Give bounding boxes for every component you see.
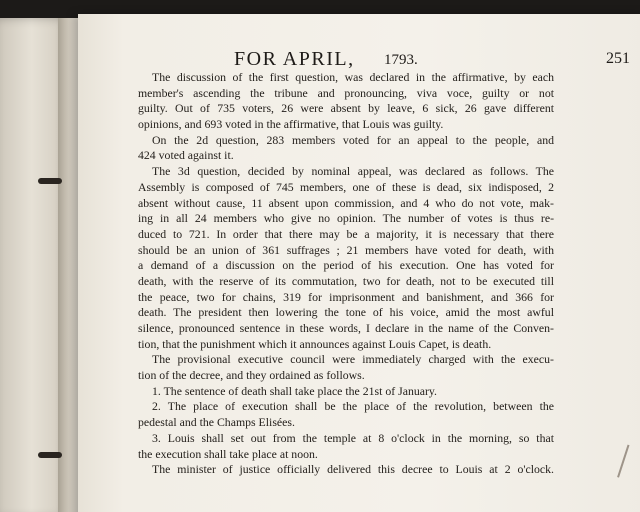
margin-pen-mark (617, 445, 640, 482)
text-line: Assembly is composed of 745 members, one of these is dead, six indisposed, 2 (138, 179, 554, 194)
text-line: the peace, two for chains, 319 for imprisonment and banishment, and 366 for (138, 289, 554, 304)
text-line: death. The president then lowering the tone of his voice, amid the most awful (138, 305, 554, 320)
text-line: The provisional executive council were immediately charged with the execu- (152, 352, 554, 367)
binding-stitch (38, 452, 62, 458)
text-line: absent without cause, 11 absent upon commission, and 4 who do not vote, mak- (138, 195, 554, 210)
text-line: The 3d question, decided by nominal appeal, was declared as follows. The (152, 164, 554, 179)
text-line: 2. The place of execution shall be the place of the revolution, between the (152, 399, 554, 414)
text-line: silence, pronounced sentence in these words, I declare in the name of the Conven- (138, 321, 554, 335)
text-line: ing in all 24 members who give no opinion. The number of votes is thus re- (138, 211, 554, 226)
text-line: 1. The sentence of death shall take place the 21st of January. (152, 383, 437, 398)
text-line: should be an union of 361 suffrages ; 21 members have voted for death, with (138, 242, 554, 257)
text-line: guilty. Out of 735 voters, 26 were absent by leave, 6 sick, 26 gave different (138, 101, 554, 116)
text-line: death, with the reserve of its commutation, two for death, not to be executed till (138, 273, 554, 288)
text-line: opinions, and 693 voted in the affirmative, that Louis was guilty. (138, 117, 444, 132)
text-line: 3. Louis shall set out from the temple at 8 o'clock in the morning, so that (152, 430, 554, 445)
text-line: tion, that the punishment which it announces against Louis Capet, is death. (138, 336, 492, 351)
text-line: member's ascending the tribune and pronouncing, viva voce, guilty or not (138, 85, 554, 100)
body-text (138, 70, 554, 478)
running-head-year: 1793. (384, 52, 418, 68)
text-line: pedestal and the Champs Elisées. (138, 415, 295, 430)
page-number: 251 (606, 50, 630, 67)
text-line: duced to 721. In order that there may be a majority, it is necessary that there (138, 226, 554, 241)
text-line: The discussion of the first question, was declared in the affirmative, by each (152, 70, 554, 84)
text-line: On the 2d question, 283 members voted for an appeal to the people, and (152, 132, 554, 147)
text-line: the execution shall take place at noon. (138, 446, 318, 461)
running-head-title: FOR APRIL, (234, 48, 355, 70)
text-line: The minister of justice officially delivered this decree to Louis at 2 o'clock. (152, 462, 554, 477)
text-line: a demand of a discussion on the period of his execution. One has voted for (138, 258, 554, 273)
binding-stitch (38, 178, 62, 184)
text-line: tion of the decree, and they ordained as follows. (138, 368, 365, 383)
text-line: 424 voted against it. (138, 148, 234, 163)
